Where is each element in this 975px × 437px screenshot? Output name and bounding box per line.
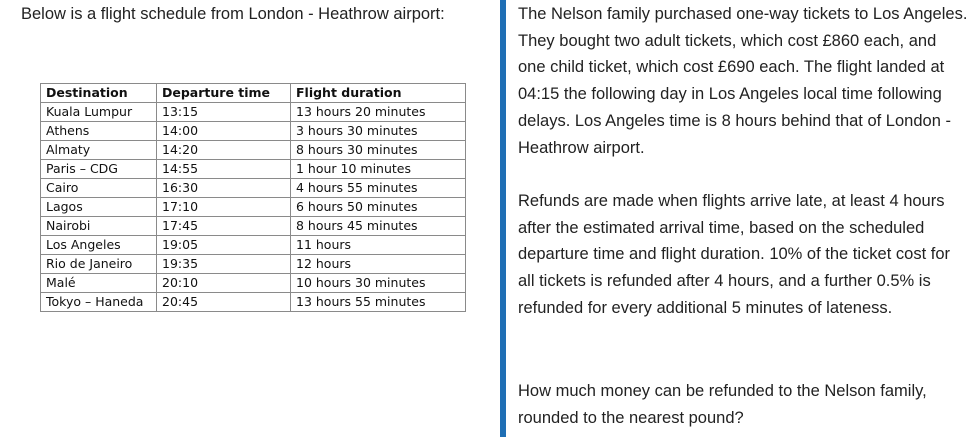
duration-cell: 11 hours (291, 236, 466, 255)
departure-cell: 16:30 (157, 179, 291, 198)
question-paragraph-ticket-info: The Nelson family purchased one-way tickets to Los Angeles. They bought two adult tickets, which cost £860 each, and one child ticket, which cost £690 each. The flight landed at 04:15 the following day in Los Angeles local time following delays. Los Angeles time is 8 hours behind that of London - Heathrow airport. (518, 5, 968, 157)
flight-schedule-table (40, 83, 466, 312)
table-row (41, 255, 466, 274)
departure-cell: 20:10 (157, 274, 291, 293)
departure-cell: 19:35 (157, 255, 291, 274)
table-row (41, 293, 466, 312)
departure-cell: 19:05 (157, 236, 291, 255)
table-row (41, 141, 466, 160)
destination-cell: Malé (41, 274, 157, 293)
duration-cell: 13 hours 20 minutes (291, 103, 466, 122)
destination-cell: Lagos (41, 198, 157, 217)
question-paragraph-refund-rules: Refunds are made when flights arrive late, at least 4 hours after the estimated arrival time, based on the scheduled departure time and flight duration. 10% of the ticket cost for all tickets is refunded after 4 hours, and a further 0.5% is refunded for every additional 5 minutes of lateness. (518, 192, 950, 317)
table-row (41, 179, 466, 198)
destination-cell: Almaty (41, 141, 157, 160)
destination-cell: Athens (41, 122, 157, 141)
departure-cell: 17:45 (157, 217, 291, 236)
departure-cell: 13:15 (157, 103, 291, 122)
duration-cell: 6 hours 50 minutes (291, 198, 466, 217)
duration-cell: 8 hours 45 minutes (291, 217, 466, 236)
table-row (41, 122, 466, 141)
destination-cell: Nairobi (41, 217, 157, 236)
table-header-row (41, 84, 466, 103)
duration-cell: 10 hours 30 minutes (291, 274, 466, 293)
panel-divider (500, 0, 506, 437)
duration-cell: 13 hours 55 minutes (291, 293, 466, 312)
question-prompt: How much money can be refunded to the Nelson family, rounded to the nearest pound? (518, 382, 927, 427)
table-row (41, 160, 466, 179)
destination-cell: Tokyo – Haneda (41, 293, 157, 312)
header-flight-duration: Flight duration (291, 84, 466, 103)
duration-cell: 4 hours 55 minutes (291, 179, 466, 198)
departure-cell: 17:10 (157, 198, 291, 217)
departure-cell: 14:55 (157, 160, 291, 179)
destination-cell: Rio de Janeiro (41, 255, 157, 274)
departure-cell: 14:00 (157, 122, 291, 141)
destination-cell: Los Angeles (41, 236, 157, 255)
departure-cell: 14:20 (157, 141, 291, 160)
destination-cell: Kuala Lumpur (41, 103, 157, 122)
table-row (41, 217, 466, 236)
header-departure-time: Departure time (157, 84, 291, 103)
duration-cell: 12 hours (291, 255, 466, 274)
destination-cell: Paris – CDG (41, 160, 157, 179)
table-row (41, 274, 466, 293)
departure-cell: 20:45 (157, 293, 291, 312)
schedule-intro: Below is a flight schedule from London - Heathrow airport: (21, 5, 445, 23)
table-row (41, 103, 466, 122)
table-row (41, 236, 466, 255)
destination-cell: Cairo (41, 179, 157, 198)
duration-cell: 1 hour 10 minutes (291, 160, 466, 179)
table-row (41, 198, 466, 217)
header-destination: Destination (41, 84, 157, 103)
duration-cell: 8 hours 30 minutes (291, 141, 466, 160)
duration-cell: 3 hours 30 minutes (291, 122, 466, 141)
